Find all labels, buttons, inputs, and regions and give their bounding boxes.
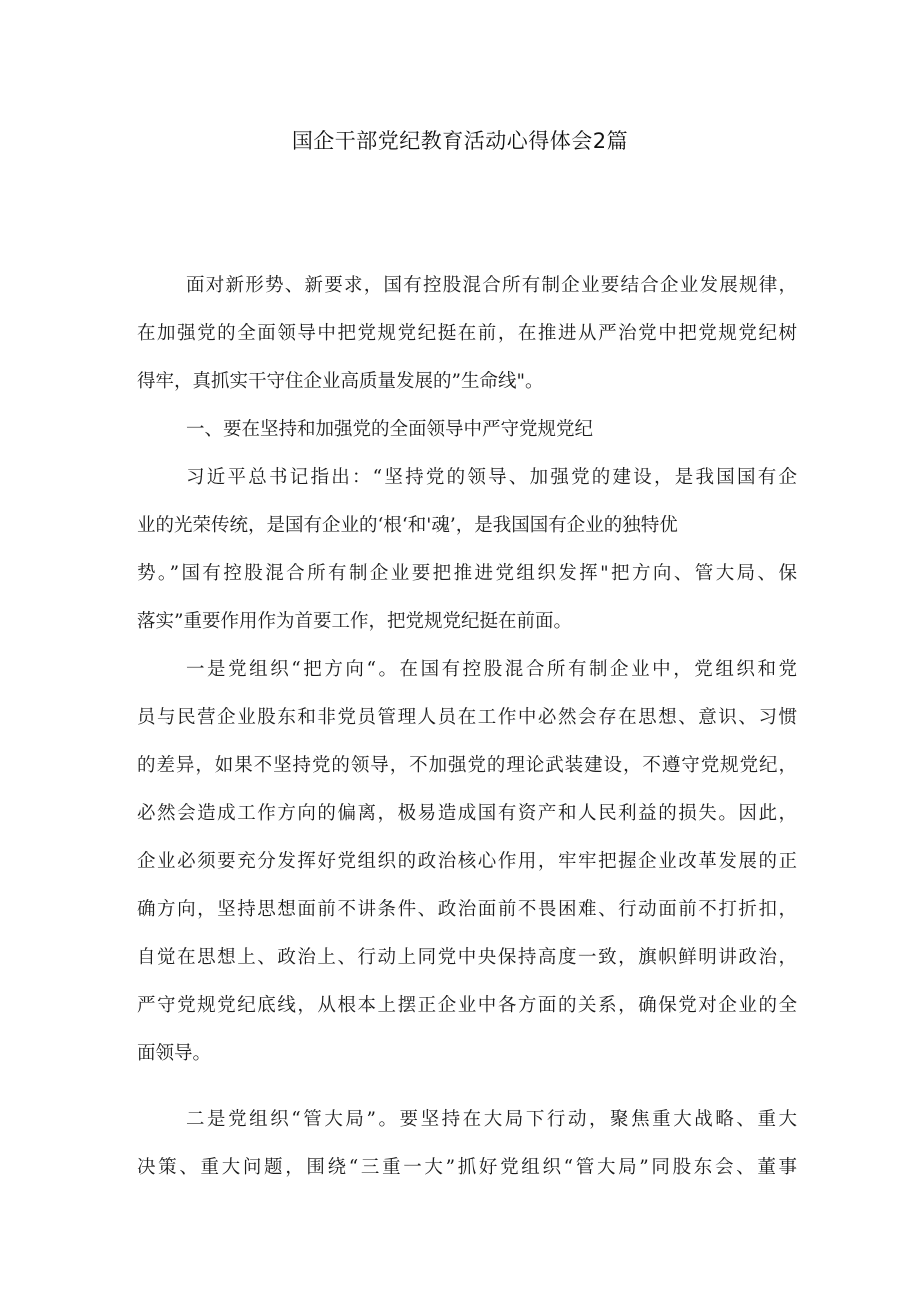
text-line: 面领导。: [137, 1043, 212, 1064]
text-line: 业的光荣传统，是国有企业的‘根‘和'魂’，是我国国有企业的独特优: [137, 515, 678, 536]
text-line: 的差异，如果不坚持党的领导，不加强党的理论武装建设，不遵守党规党纪，: [137, 755, 797, 776]
text-line: 习近平总书记指出：“坚持党的领导、加强党的建设，是我国国有企: [186, 467, 797, 488]
text-line: 二是党组织“管大局”。要坚持在大局下行动，聚焦重大战略、重大: [186, 1109, 797, 1130]
text-line: 决策、重大问题，围绕“三重一大”抓好党组织“管大局”同股东会、董事: [137, 1157, 797, 1178]
text-line: 得牢，真抓实干守住企业高质量发展的”生命线"。: [137, 371, 544, 392]
section-heading: 一、要在坚持和加强党的全面领导中严守党规党纪: [186, 419, 594, 440]
text-line: 严守党规党纪底线，从根本上摆正企业中各方面的关系，确保党对企业的全: [137, 995, 797, 1016]
text-line: 势。”国有控股混合所有制企业要把推进党组织发挥"把方向、管大局、保: [137, 563, 797, 584]
text-line: 必然会造成工作方向的偏离，极易造成国有资产和人民利益的损失。因此，: [137, 803, 797, 824]
text-line: 自觉在思想上、政治上、行动上同党中央保持高度一致，旗帜鲜明讲政治，: [137, 947, 797, 968]
text-line: 落实”重要作用作为首要工作，把党规党纪挺在前面。: [137, 611, 572, 632]
text-line: 企业必须要充分发挥好党组织的政治核心作用，牢牢把握企业改革发展的正: [137, 851, 797, 872]
document-title: 国企干部党纪教育活动心得体会2篇: [291, 129, 629, 153]
text-line: 面对新形势、新要求，国有控股混合所有制企业要结合企业发展规律，: [186, 275, 797, 296]
text-line: 一是党组织“把方向“。在国有控股混合所有制企业中，党组织和党: [186, 659, 797, 680]
text-line: 员与民营企业股东和非党员管理人员在工作中必然会存在思想、意识、习惯: [137, 707, 797, 728]
text-line: 在加强党的全面领导中把党规党纪挺在前，在推进从严治党中把党规党纪树: [137, 323, 797, 344]
text-line: 确方向，坚持思想面前不讲条件、政治面前不畏困难、行动面前不打折扣，: [137, 899, 797, 920]
